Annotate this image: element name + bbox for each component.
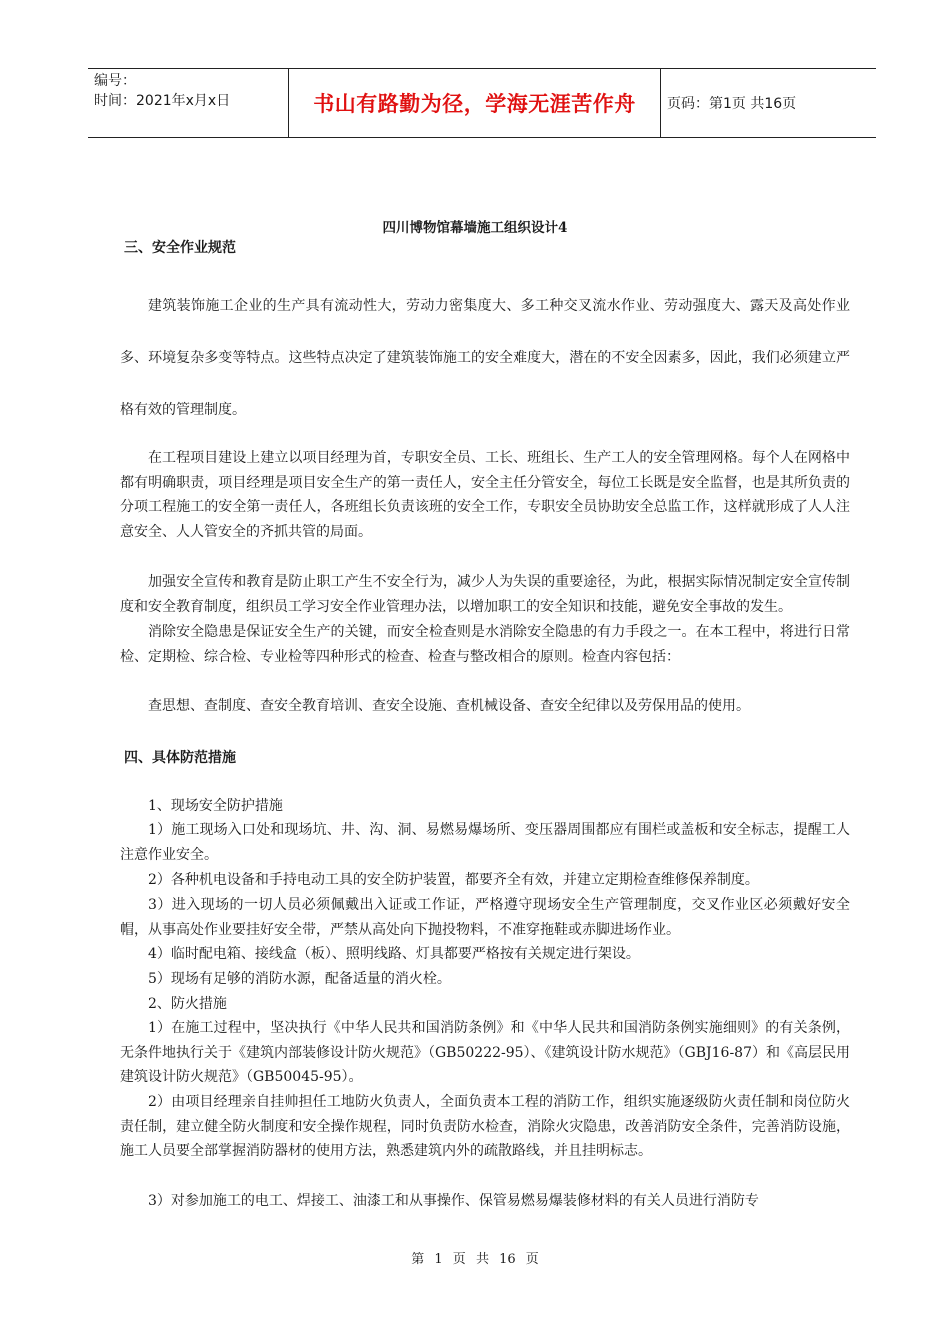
- paragraph: 消除安全隐患是保证安全生产的关键，而安全检查则是水消除安全隐患的有力手段之一。在本工程中，将进行日常检、定期检、综合检、专业检等四种形式的检查、检查与整改相合的原则。检查内容包括：: [120, 624, 850, 665]
- paragraph: 4）临时配电箱、接线盒（板）、照明线路、灯具都要严格按有关规定进行架设。: [148, 946, 640, 962]
- footer-word: 页: [525, 1252, 539, 1267]
- paragraph: 1）在施工过程中，坚决执行《中华人民共和国消防条例》和《中华人民共和国消防条例实施细则》的有关条例，无条件地执行关于《建筑内部装修设计防火规范》（GB50222-95）、《建筑设计防水规范》（GBJ16-87）和《高层民用建筑设计防火规范》（GB50045-95）。: [120, 1020, 850, 1086]
- number-label: 编号：: [94, 73, 136, 89]
- footer-page-total: 16: [499, 1252, 516, 1267]
- time-label: 时间：2021年x月x日: [94, 93, 231, 109]
- paragraph: 3）对参加施工的电工、焊接工、油漆工和从事操作、保管易燃易爆装修材料的有关人员进行消防专: [148, 1193, 759, 1209]
- paragraph: 1）施工现场入口处和现场坑、井、沟、洞、易燃易爆场所、变压器周围都应有围栏或盖板和安全标志，提醒工人注意作业安全。: [120, 822, 850, 863]
- paragraph: 加强安全宣传和教育是防止职工产生不安全行为，减少人为失误的重要途径，为此，根据实际情况制定安全宣传制度和安全教育制度，组织员工学习安全作业管理办法，以增加职工的安全知识和技能，避免安全事故的发生。: [120, 574, 850, 615]
- paragraph: 2、防火措施: [148, 996, 227, 1012]
- header-page-info: [661, 69, 876, 137]
- page-header: [88, 68, 876, 138]
- page-footer: [0, 1248, 950, 1267]
- section-4-heading: 四、具体防范措施: [124, 750, 236, 766]
- header-meta: [88, 69, 288, 137]
- section-3-heading: 三、安全作业规范: [124, 240, 236, 256]
- paragraph: 在工程项目建设上建立以项目经理为首，专职安全员、工长、班组长、生产工人的安全管理网格。每个人在网格中都有明确职责，项目经理是项目安全生产的第一责任人，安全主任分管安全，每位工长既是安全监督，也是其所负责的分项工程施工的安全第一责任人，各班组长负责该班的安全工作，专职安全员协助安全总监工作，这样就形成了人人注意安全、人人管安全的齐抓共管的局面。: [120, 450, 850, 540]
- footer-word: 共: [475, 1252, 489, 1267]
- paragraph: 1、现场安全防护措施: [148, 798, 283, 814]
- paragraph: 查思想、查制度、查安全教育培训、查安全设施、查机械设备、查安全纪律以及劳保用品的使用。: [148, 698, 750, 714]
- footer-word: 第: [411, 1252, 425, 1267]
- paragraph: 2）各种机电设备和手持电动工具的安全防护装置，都要齐全有效，并建立定期检查维修保养制度。: [148, 872, 759, 888]
- footer-word: 页: [452, 1252, 466, 1267]
- paragraph: 建筑装饰施工企业的生产具有流动性大，劳动力密集度大、多工种交叉流水作业、劳动强度大、露天及高处作业多、环境复杂多变等特点。这些特点决定了建筑装饰施工的安全难度大，潜在的不安全因素多，因此，我们必须建立严格有效的管理制度。: [120, 298, 850, 418]
- paragraph: 5）现场有足够的消防水源，配备适量的消火栓。: [148, 971, 451, 987]
- header-motto-cell: [288, 69, 661, 137]
- document-title: 四川博物馆幕墙施工组织设计4: [382, 220, 568, 236]
- paragraph: 2）由项目经理亲自挂帅担任工地防火负责人，全面负责本工程的消防工作，组织实施逐级防火责任制和岗位防火责任制，建立健全防火制度和安全操作规程，同时负责防水检查，消除火灾隐患，改善消防安全条件，完善消防设施，施工人员要全部掌握消防器材的使用方法，熟悉建筑内外的疏散路线，并且挂明标志。: [120, 1094, 850, 1160]
- footer-page-current: 1: [434, 1252, 443, 1267]
- motto-text: 书山有路勤为径，学海无涯苦作舟: [313, 92, 636, 116]
- paragraph: 3）进入现场的一切人员必须佩戴出入证或工作证，严格遵守现场安全生产管理制度，交叉作业区必须戴好安全帽，从事高处作业要挂好安全带，严禁从高处向下抛投物料，不准穿拖鞋或赤脚进场作业。: [120, 897, 850, 938]
- page-info-text: 页码：第1页 共16页: [667, 96, 797, 112]
